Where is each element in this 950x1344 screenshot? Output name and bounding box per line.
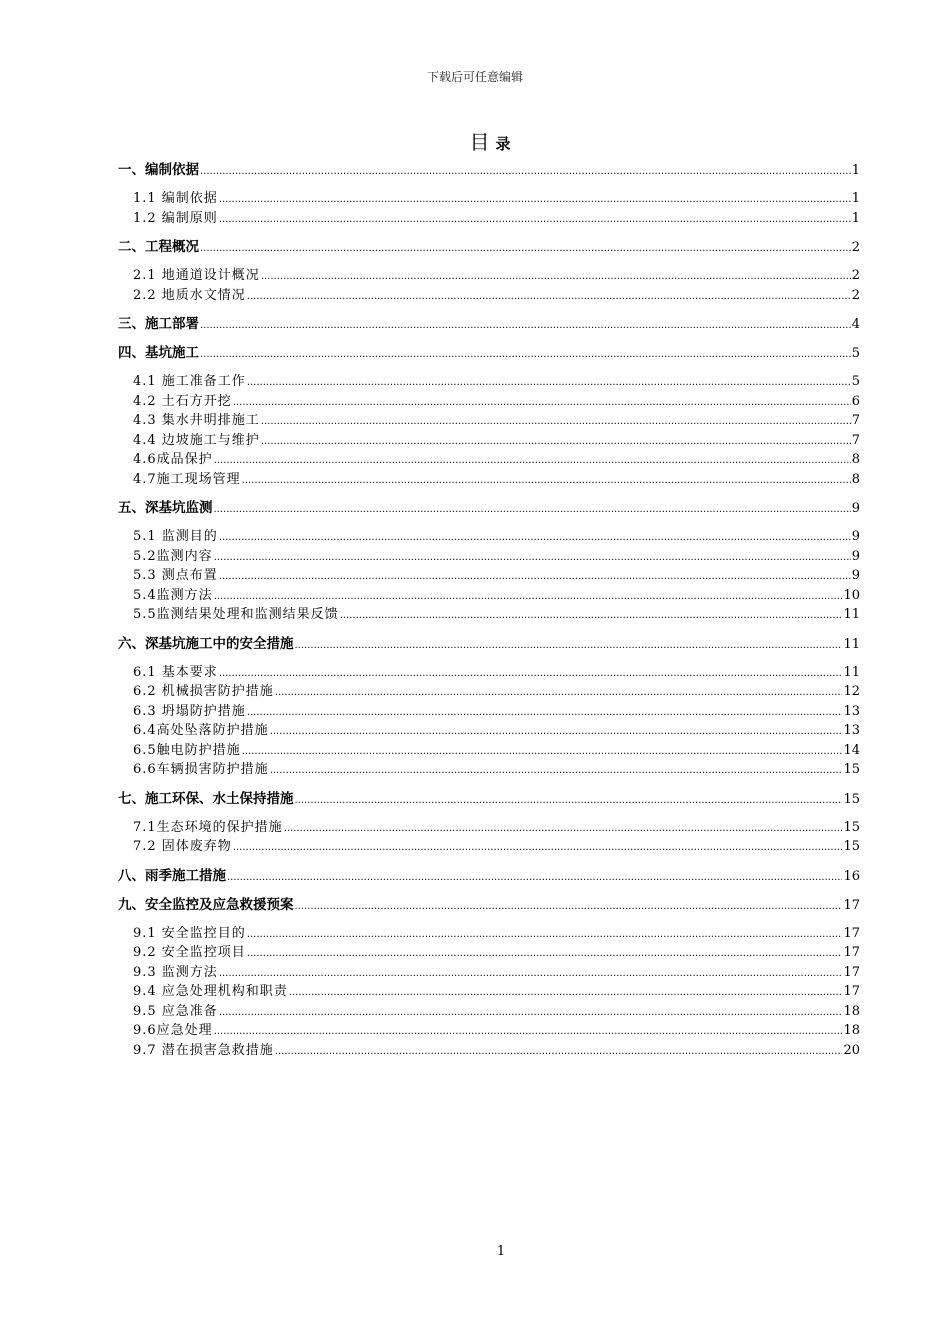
toc-entry-page: 17 xyxy=(843,945,860,960)
toc-entry-page: 9 xyxy=(851,529,860,544)
toc-dot-leader xyxy=(200,160,851,182)
toc-entry-label: 4.7施工现场管理 xyxy=(133,471,241,487)
toc-entry-label: 六、深基坑施工中的安全措施 xyxy=(118,635,294,652)
toc-entry-page: 15 xyxy=(843,791,860,807)
toc-dot-leader xyxy=(233,392,851,413)
toc-entry-page: 5 xyxy=(851,374,860,389)
toc-entry-label: 6.4高处坠落防护措施 xyxy=(133,723,269,738)
toc-entry-label: 9.1 安全监控目的 xyxy=(133,925,246,941)
toc-dot-leader xyxy=(219,189,851,210)
toc-entry-label: 一、编制依据 xyxy=(118,162,199,178)
toc-dot-leader xyxy=(295,895,843,917)
toc-dot-leader xyxy=(261,431,851,452)
toc-subsection-entry[interactable] xyxy=(118,1021,860,1041)
toc-entry-page: 11 xyxy=(843,664,860,680)
toc-entry-label: 9.5 应急准备 xyxy=(133,1003,218,1019)
toc-entry-label: 2.2 地质水文情况 xyxy=(133,287,246,303)
toc-dot-leader xyxy=(295,634,843,656)
toc-entry-label: 5.5监测结果处理和监测结果反馈 xyxy=(133,607,339,622)
page-header: 下载后可任意编辑 xyxy=(426,70,523,84)
toc-entry-page: 4 xyxy=(851,317,860,332)
toc-entry-page: 13 xyxy=(843,703,860,719)
toc-subsection-entry[interactable] xyxy=(118,209,860,229)
toc-dot-leader xyxy=(289,982,843,1003)
toc-dot-leader xyxy=(275,682,843,703)
toc-section-entry[interactable] xyxy=(118,160,860,180)
toc-dot-leader xyxy=(233,837,843,858)
toc-entry-label: 6.1 基本要求 xyxy=(133,664,218,680)
toc-subsection-entry[interactable] xyxy=(118,982,860,1002)
page-number: 1 xyxy=(496,1244,506,1259)
toc-subsection-entry[interactable] xyxy=(118,943,860,963)
toc-title-main: 目 xyxy=(469,130,490,154)
toc-subsection-entry[interactable] xyxy=(118,566,860,586)
toc-section-entry[interactable] xyxy=(118,866,860,886)
toc-entry-label: 二、工程概况 xyxy=(118,239,199,255)
toc-dot-leader xyxy=(219,963,843,984)
toc-subsection-entry[interactable] xyxy=(118,411,860,431)
toc-entry-page: 13 xyxy=(843,723,860,738)
toc-dot-leader xyxy=(200,237,851,259)
toc-dot-leader xyxy=(247,372,851,393)
toc-entry-label: 9.6应急处理 xyxy=(133,1023,213,1038)
toc-entry-page: 8 xyxy=(851,452,860,467)
toc-entry-label: 1.2 编制原则 xyxy=(133,210,218,226)
toc-entry-label: 1.1 编制依据 xyxy=(133,191,218,206)
toc-entry-page: 17 xyxy=(843,984,860,999)
toc-entry-page: 11 xyxy=(843,607,860,622)
toc-subsection-entry[interactable] xyxy=(118,392,860,412)
toc-entry-page: 15 xyxy=(843,819,860,835)
toc-entry-label: 9.4 应急处理机构和职责 xyxy=(133,984,288,999)
toc-entry-label: 5.3 测点布置 xyxy=(133,568,218,583)
toc-section-entry[interactable] xyxy=(118,314,860,334)
toc-section-entry[interactable] xyxy=(118,343,860,363)
toc-dot-leader xyxy=(219,663,843,684)
toc-entry-label: 6.6车辆损害防护措施 xyxy=(133,762,269,777)
toc-entry-page: 15 xyxy=(843,839,860,854)
toc-subsection-entry[interactable] xyxy=(118,189,860,209)
toc-entry-label: 四、基坑施工 xyxy=(118,345,199,361)
toc-entry-label: 4.6成品保护 xyxy=(133,452,213,467)
toc-entry-label: 4.3 集水井明排施工 xyxy=(133,413,260,428)
toc-dot-leader xyxy=(261,411,851,432)
toc-entry-label: 5.4监测方法 xyxy=(133,587,213,603)
toc-entry-label: 5.1 监测目的 xyxy=(133,529,218,544)
toc-entry-page: 20 xyxy=(843,1042,860,1058)
toc-subsection-entry[interactable] xyxy=(118,818,860,838)
toc-entry-page: 18 xyxy=(843,1003,860,1019)
toc-subsection-entry[interactable] xyxy=(118,963,860,983)
toc-dot-leader xyxy=(242,741,843,762)
toc-dot-leader xyxy=(214,450,851,471)
toc-entry-label: 6.5触电防护措施 xyxy=(133,742,241,758)
toc-dot-leader xyxy=(214,586,843,607)
toc-entry-page: 8 xyxy=(851,471,860,487)
toc-entry-page: 17 xyxy=(843,925,860,941)
toc-entry-label: 八、雨季施工措施 xyxy=(118,867,226,884)
toc-entry-page: 9 xyxy=(851,548,860,564)
toc-entry-page: 6 xyxy=(851,393,860,409)
toc-entry-page: 1 xyxy=(851,163,860,178)
toc-entry-page: 7 xyxy=(851,432,860,448)
toc-section-entry[interactable] xyxy=(118,498,860,518)
toc-dot-leader xyxy=(247,924,843,945)
toc-entry-page: 1 xyxy=(851,191,860,206)
toc-subsection-entry[interactable] xyxy=(118,741,860,761)
toc-entry-page: 11 xyxy=(843,636,860,652)
toc-dot-leader xyxy=(219,527,851,548)
toc-dot-leader xyxy=(242,470,851,491)
toc-subsection-entry[interactable] xyxy=(118,450,860,470)
toc-section-entry[interactable] xyxy=(118,237,860,257)
toc-dot-leader xyxy=(270,721,843,742)
toc-subsection-entry[interactable] xyxy=(118,266,860,286)
toc-entry-label: 5.2监测内容 xyxy=(133,548,213,564)
toc-dot-leader xyxy=(219,566,851,587)
toc-dot-leader xyxy=(200,343,851,365)
table-of-contents xyxy=(118,160,860,1060)
toc-dot-leader xyxy=(247,943,843,964)
toc-subsection-entry[interactable] xyxy=(118,605,860,625)
toc-title xyxy=(0,126,950,155)
toc-entry-page: 16 xyxy=(843,868,860,884)
toc-entry-label: 9.2 安全监控项目 xyxy=(133,945,246,960)
toc-subsection-entry[interactable] xyxy=(118,663,860,683)
toc-dot-leader xyxy=(284,818,843,839)
toc-subsection-entry[interactable] xyxy=(118,1002,860,1022)
toc-entry-page: 18 xyxy=(843,1023,860,1038)
toc-dot-leader xyxy=(275,1041,843,1062)
toc-entry-label: 三、施工部署 xyxy=(118,316,199,332)
toc-entry-page: 15 xyxy=(843,762,860,777)
toc-title-sub: 录 xyxy=(495,135,511,153)
toc-entry-label: 7.1生态环境的保护措施 xyxy=(133,819,283,835)
toc-section-entry[interactable] xyxy=(118,789,860,809)
toc-entry-label: 4.2 土石方开挖 xyxy=(133,393,232,409)
toc-entry-page: 14 xyxy=(843,742,860,758)
toc-entry-page: 12 xyxy=(843,684,860,699)
toc-subsection-entry[interactable] xyxy=(118,837,860,857)
toc-entry-label: 2.1 地通道设计概况 xyxy=(133,268,260,283)
toc-entry-page: 17 xyxy=(843,964,860,980)
toc-section-entry[interactable] xyxy=(118,895,860,915)
toc-dot-leader xyxy=(227,866,842,888)
toc-entry-page: 2 xyxy=(851,240,860,255)
toc-subsection-entry[interactable] xyxy=(118,372,860,392)
toc-entry-label: 七、施工环保、水土保持措施 xyxy=(118,790,294,807)
toc-dot-leader xyxy=(200,314,851,336)
toc-subsection-entry[interactable] xyxy=(118,721,860,741)
toc-section-entry[interactable] xyxy=(118,634,860,654)
toc-subsection-entry[interactable] xyxy=(118,760,860,780)
toc-entry-label: 7.2 固体废弃物 xyxy=(133,839,232,854)
toc-entry-label: 4.1 施工准备工作 xyxy=(133,374,246,389)
toc-entry-label: 9.7 潜在损害急救措施 xyxy=(133,1042,274,1058)
toc-subsection-entry[interactable] xyxy=(118,431,860,451)
toc-entry-page: 5 xyxy=(851,346,860,361)
toc-subsection-entry[interactable] xyxy=(118,586,860,606)
toc-dot-leader xyxy=(295,789,843,811)
toc-dot-leader xyxy=(214,1021,843,1042)
toc-subsection-entry[interactable] xyxy=(118,470,860,490)
toc-subsection-entry[interactable] xyxy=(118,682,860,702)
toc-subsection-entry[interactable] xyxy=(118,702,860,722)
toc-entry-page: 2 xyxy=(851,268,860,283)
toc-subsection-entry[interactable] xyxy=(118,1041,860,1061)
toc-entry-label: 6.3 坍塌防护措施 xyxy=(133,703,246,719)
toc-entry-label: 6.2 机械损害防护措施 xyxy=(133,684,274,699)
toc-dot-leader xyxy=(261,266,851,287)
toc-entry-page: 1 xyxy=(851,210,860,226)
toc-entry-page: 9 xyxy=(851,501,860,516)
toc-dot-leader xyxy=(340,605,843,626)
toc-dot-leader xyxy=(219,209,851,230)
toc-subsection-entry[interactable] xyxy=(118,527,860,547)
toc-subsection-entry[interactable] xyxy=(118,547,860,567)
toc-entry-page: 7 xyxy=(851,413,860,428)
toc-dot-leader xyxy=(214,547,851,568)
toc-dot-leader xyxy=(219,1002,843,1023)
toc-entry-page: 9 xyxy=(851,568,860,583)
toc-dot-leader xyxy=(214,498,851,520)
toc-dot-leader xyxy=(247,286,851,307)
toc-dot-leader xyxy=(270,760,843,781)
toc-entry-page: 17 xyxy=(843,897,860,913)
toc-entry-page: 10 xyxy=(843,587,860,603)
toc-entry-page: 2 xyxy=(851,287,860,303)
toc-dot-leader xyxy=(247,702,843,723)
toc-entry-label: 九、安全监控及应急救援预案 xyxy=(118,896,294,913)
toc-subsection-entry[interactable] xyxy=(118,924,860,944)
toc-entry-label: 9.3 监测方法 xyxy=(133,964,218,980)
toc-entry-label: 五、深基坑监测 xyxy=(118,500,213,516)
toc-subsection-entry[interactable] xyxy=(118,286,860,306)
toc-entry-label: 4.4 边坡施工与维护 xyxy=(133,432,260,448)
